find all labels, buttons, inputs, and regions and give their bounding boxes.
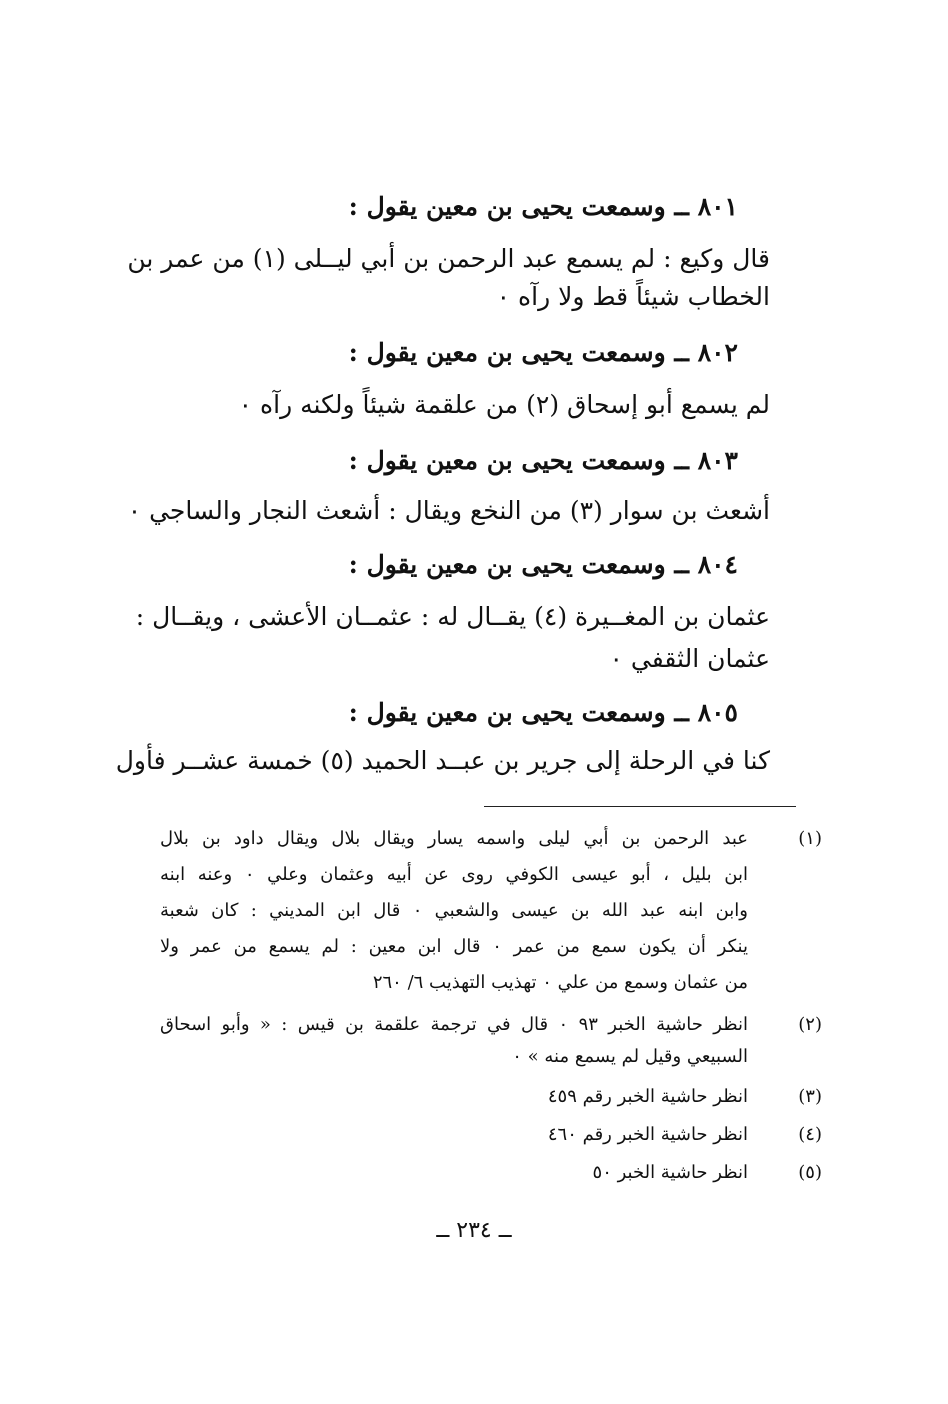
- entry-801-heading: ٨٠١ ــ وسمعت يحيى بن معين يقول :: [348, 192, 738, 221]
- entry-804-heading: ٨٠٤ ــ وسمعت يحيى بن معين يقول :: [348, 550, 738, 579]
- footnote-1-number: (١): [798, 828, 822, 849]
- entry-805-heading: ٨٠٥ ــ وسمعت يحيى بن معين يقول :: [348, 698, 738, 727]
- entry-802-heading: ٨٠٢ ــ وسمعت يحيى بن معين يقول :: [348, 338, 738, 367]
- page-number: ــ ٢٣٤ ــ: [436, 1218, 512, 1243]
- footnote-1-line-3: وابن ابنه عبد الله بن عيسى والشعبي ٠ قال ابن المديني : كان شعبة: [160, 900, 749, 921]
- entry-801-line-2: الخطاب شيئاً قط ولا رآه ٠: [496, 282, 770, 311]
- footnote-separator: [484, 806, 796, 807]
- footnote-3-line-1: انظر حاشية الخبر رقم ٤٥٩: [547, 1086, 748, 1107]
- entry-805-line-1: كنا في الرحلة إلى جرير بن عبــد الحميد (٥) خمسة عشــر فأول: [115, 746, 770, 775]
- footnote-1-line-1: عبد الرحمن بن أبي ليلى واسمه يسار ويقال بلال ويقال داود بن بلال: [160, 828, 748, 849]
- entry-802-line-1: لم يسمع أبو إسحاق (٢) من علقمة شيئاً ولكنه رآه ٠: [238, 390, 770, 419]
- entry-803-heading: ٨٠٣ ــ وسمعت يحيى بن معين يقول :: [348, 446, 738, 475]
- entry-803-line-1: أشعث بن سوار (٣) من النخع ويقال : أشعث النجار والساجي ٠: [127, 496, 770, 525]
- footnote-4-line-1: انظر حاشية الخبر رقم ٤٦٠: [547, 1124, 748, 1145]
- footnote-1-line-4: ينكر أن يكون سمع من عمر ٠ قال ابن معين : لم يسمع من عمر ولا: [160, 936, 748, 957]
- footnote-1-line-2: ابن بليل ، أبو عيسى الكوفي روى عن أبيه وعثمان وعلي ٠ وعنه ابنه: [160, 864, 748, 885]
- footnote-1-line-5: من عثمان وسمع من علي ٠ تهذيب التهذيب ٦/ ٢٦٠: [372, 972, 748, 993]
- entry-804-line-1: عثمان بن المغــيرة (٤) يقــال له : عثمــان الأعشى ، ويقــال :: [135, 602, 770, 631]
- footnote-5-number: (٥): [798, 1162, 822, 1183]
- footnote-3-number: (٣): [798, 1086, 822, 1107]
- entry-804-line-2: عثمان الثقفي ٠: [609, 644, 770, 673]
- footnote-2-line-1: انظر حاشية الخبر ٩٣ ٠ قال في ترجمة علقمة بن قيس : « وأبو اسحاق: [160, 1014, 748, 1035]
- footnote-2-line-2: السبيعي وقيل لم يسمع منه » ٠: [512, 1046, 748, 1067]
- footnote-2-number: (٢): [798, 1014, 822, 1035]
- footnote-5-line-1: انظر حاشية الخبر ٥٠: [592, 1162, 748, 1183]
- footnote-4-number: (٤): [798, 1124, 822, 1145]
- entry-801-line-1: قال وكيع : لم يسمع عبد الرحمن بن أبي ليــلى (١) من عمر بن: [127, 244, 770, 273]
